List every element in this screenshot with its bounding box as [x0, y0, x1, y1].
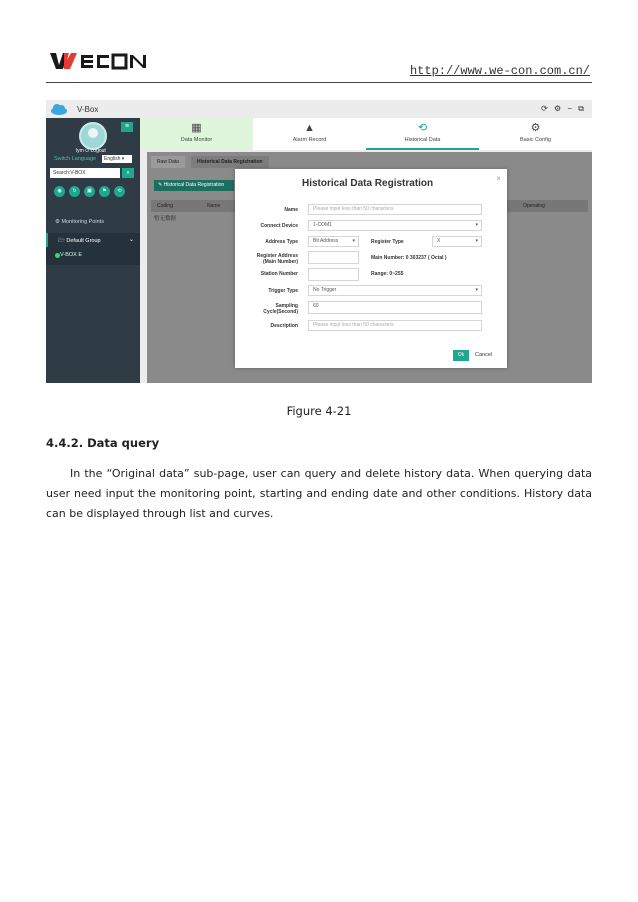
modal-title: Historical Data Registration — [302, 178, 434, 189]
section-heading: 4.4.2. Data query — [46, 436, 160, 450]
tab-label: Basic Config — [520, 137, 551, 143]
language-select[interactable]: English ▾ — [102, 155, 132, 163]
address-type-label: Address Type — [265, 239, 298, 245]
gear-icon: ⚙ — [530, 122, 541, 134]
connect-device-select[interactable] — [308, 220, 482, 231]
vbox-item-label: V-BOX E — [60, 252, 83, 258]
chevron-down-icon: ▾ — [352, 238, 355, 244]
app-titlebar — [46, 100, 592, 119]
tab-alarm-record[interactable] — [253, 118, 366, 150]
device-icon[interactable]: ▣ — [84, 186, 95, 197]
sync-icon[interactable]: ⟲ — [114, 186, 125, 197]
register-address-label: Register Address — [256, 253, 298, 259]
column-header: Name — [207, 203, 221, 209]
register-address-input[interactable] — [308, 251, 359, 264]
cloud-icon — [50, 103, 68, 115]
chevron-down-icon: ▾ — [475, 238, 478, 244]
search-input[interactable]: Search:V-BOX — [50, 168, 120, 178]
column-header: Coding — [157, 203, 173, 209]
app-title: V-Box — [77, 105, 99, 114]
header-url[interactable]: http://www.we-con.com.cn/ — [409, 64, 590, 78]
trigger-type-label: Trigger Type — [268, 288, 298, 294]
description-placeholder: Please input less than 50 characters — [313, 322, 394, 328]
sampling-label: Sampling — [275, 303, 298, 309]
name-input[interactable] — [308, 204, 482, 215]
sampling-cycle-input[interactable]: 60 — [308, 301, 482, 314]
figure-caption: Figure 4-21 — [286, 404, 352, 418]
vbox-item-row[interactable] — [46, 247, 140, 265]
tab-data-monitor[interactable] — [140, 118, 253, 150]
address-type-value: Bit Address — [313, 238, 339, 244]
switch-language-label: Switch Language — [54, 156, 97, 162]
register-type-label: Register Type — [371, 239, 404, 245]
add-registration-button[interactable]: ✎ Historical Data Registration — [154, 180, 234, 191]
sampling-sublabel: Cycle(Second) — [263, 309, 298, 315]
connect-device-value: 1-COM1 — [313, 222, 332, 228]
body-paragraph: In the “Original data” sub-page, user can query and delete history data. When querying data user need input the monitoring point, starting and ending date and other conditions. History data can be displayed through list and curves. — [46, 467, 592, 520]
register-address-sublabel: (Main Number) — [263, 259, 298, 265]
address-type-select[interactable] — [308, 236, 359, 247]
connect-device-label: Connect Device — [260, 223, 298, 229]
no-data-text: 暂无数据 — [154, 216, 177, 222]
subtab-registration[interactable]: Historical Data Registration — [191, 156, 269, 168]
main-tabs — [140, 118, 592, 150]
cancel-button[interactable]: Cancel — [475, 352, 493, 358]
chevron-down-icon: ▾ — [475, 222, 478, 228]
refresh-icon[interactable]: ↻ — [69, 186, 80, 197]
ok-button[interactable]: Ok — [453, 350, 469, 361]
name-label: Name — [284, 207, 298, 213]
sidebar-action-icons — [54, 186, 125, 198]
register-type-select[interactable] — [432, 236, 482, 247]
column-header: Operating — [523, 203, 545, 209]
tab-basic-config[interactable] — [479, 118, 592, 150]
default-group-row[interactable] — [46, 233, 140, 247]
monitoring-points-link[interactable]: ⚙ Monitoring Points — [55, 219, 104, 225]
history-icon: ⟲ — [417, 122, 428, 134]
chevron-down-icon: ▾ — [475, 287, 478, 293]
tab-historical-data[interactable] — [366, 118, 479, 150]
description-label: Description — [270, 323, 298, 329]
station-number-label: Station Number — [260, 271, 298, 277]
user-logout-line[interactable]: lym ⏻ Logout — [76, 148, 106, 154]
search-button[interactable]: ⌕ — [122, 168, 134, 178]
sidebar — [46, 118, 140, 383]
home-icon[interactable]: ◉ — [54, 186, 65, 197]
trigger-type-value: No Trigger — [313, 287, 337, 293]
window-controls-icon[interactable]: ⟳ ⚙ − ⧉ — [541, 104, 586, 113]
tab-label: Historical Data — [404, 137, 441, 143]
sub-tabs — [147, 156, 592, 168]
default-group-label: 🗁 Default Group — [58, 238, 101, 244]
vbox-screenshot — [46, 100, 592, 383]
description-input[interactable] — [308, 320, 482, 331]
name-placeholder: Please input less than 50 characters — [313, 206, 394, 212]
chevron-down-icon: ⌄ — [128, 237, 134, 243]
station-number-input[interactable] — [308, 268, 359, 281]
register-type-value: X — [437, 238, 441, 244]
monitor-icon: ▦ — [191, 122, 202, 134]
registration-modal — [235, 169, 507, 368]
tab-label: Data Monitor — [180, 137, 213, 143]
main-number-note: Main Number: 0 303237 ( Octal ) — [371, 255, 447, 261]
range-note: Range: 0~255 — [371, 271, 404, 277]
trigger-type-select[interactable] — [308, 285, 482, 296]
menu-toggle-button[interactable]: ≡ — [121, 122, 133, 132]
avatar — [79, 122, 107, 150]
tab-label: Alarm Record — [292, 137, 327, 143]
header-divider — [46, 82, 592, 83]
flag-icon[interactable]: ⚑ — [99, 186, 110, 197]
wecon-logo — [50, 50, 150, 72]
alarm-icon: ▲ — [304, 122, 315, 134]
close-icon[interactable]: × — [496, 174, 501, 183]
subtab-raw-data[interactable]: Raw Data — [151, 156, 185, 168]
